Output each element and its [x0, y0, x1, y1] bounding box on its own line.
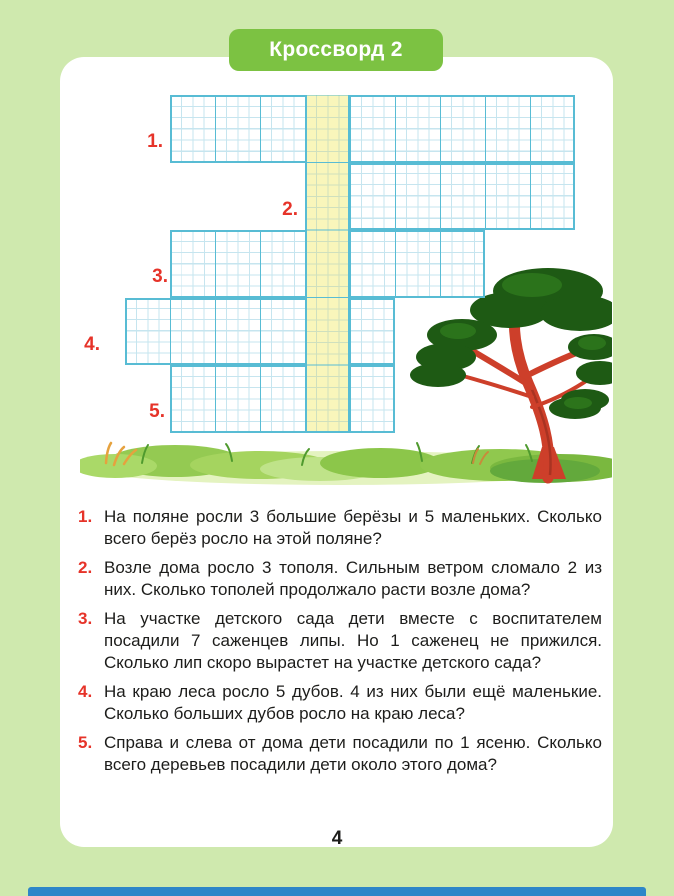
crossword-row-number-3: 3. [152, 266, 168, 287]
page-number: 4 [331, 828, 343, 849]
question-text: На краю леса росло 5 дубов. 4 из них были ещё маленькие. Сколько больших дубов росло на краю леса? [104, 682, 602, 723]
question-number: 2. [78, 558, 93, 577]
page-title: Кроссворд 2 [269, 38, 403, 61]
crossword-row-5[interactable] [170, 365, 395, 433]
crossword-row-4[interactable] [125, 298, 395, 366]
crossword-row-number-4: 4. [84, 333, 100, 355]
question-text: На поляне росли 3 большие берёзы и 5 маленьких. Сколько всего берёз росло на этой поляне? [104, 507, 602, 548]
question-number: 1. [78, 507, 93, 526]
question-text: На участке детского сада дети вместе с воспитателем посадили 7 саженцев липы. Но 1 саженец не прижился. Сколько лип скоро вырастет на участке детского сада? [104, 609, 602, 672]
crossword-row-number-1: 1. [147, 131, 163, 152]
question-text: Справа и слева от дома дети посадили по 1 ясеню. Сколько всего деревьев посадили дети около этого дома? [104, 733, 602, 774]
question-number: 5. [78, 733, 93, 752]
question-item-1 [78, 506, 602, 550]
header-badge [229, 29, 443, 71]
question-text: Возле дома росло 3 тополя. Сильным ветром сломало 2 из них. Сколько тополей продолжало расти возле дома? [104, 558, 602, 599]
question-item-4 [78, 681, 602, 725]
highlight-answer-column [305, 95, 350, 433]
question-item-5 [78, 732, 602, 776]
question-item-3 [78, 608, 602, 674]
question-item-2 [78, 557, 602, 601]
crossword-row-number-5: 5. [149, 401, 165, 422]
bottom-bar [28, 887, 646, 896]
questions-list [78, 506, 602, 783]
question-number: 4. [78, 682, 93, 701]
crossword-row-1[interactable] [170, 95, 575, 163]
crossword-row-number-2: 2. [282, 198, 298, 220]
question-number: 3. [78, 609, 93, 628]
